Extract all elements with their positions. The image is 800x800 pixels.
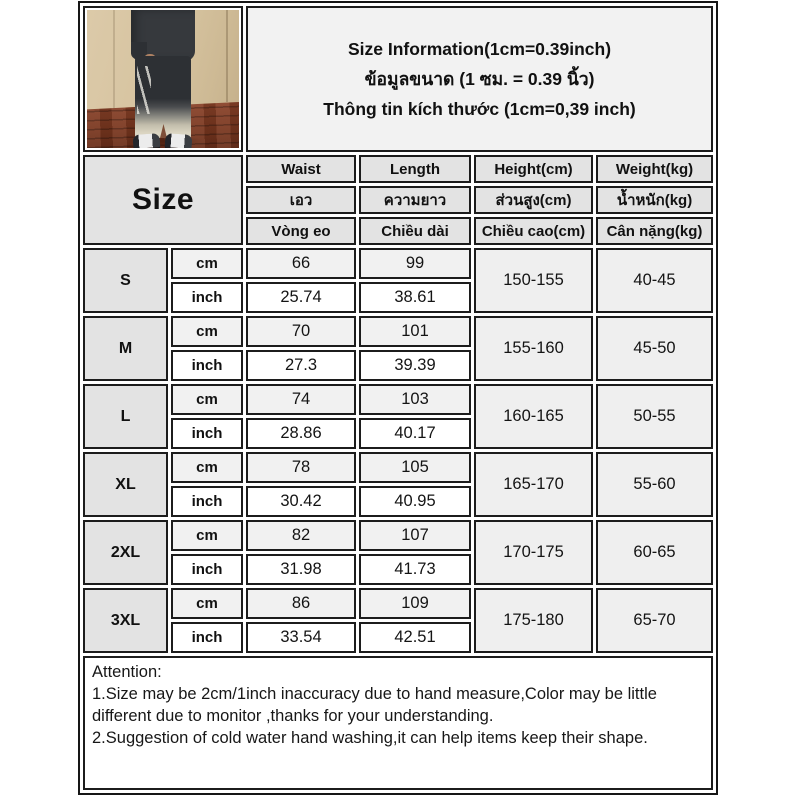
title-line-th: ข้อมูลขนาด (1 ซม. = 0.39 นิ้ว) xyxy=(364,69,595,89)
height-range: 155-160 xyxy=(474,316,593,381)
weight-range: 50-55 xyxy=(596,384,713,449)
header-weight-th: น้ำหนัก(kg) xyxy=(596,186,713,214)
height-range: 175-180 xyxy=(474,588,593,653)
unit-inch: inch xyxy=(171,282,243,313)
header-waist-en: Waist xyxy=(246,155,356,183)
attention-line1: 1.Size may be 2cm/1inch inaccuracy due to hand measure,Color may be little different due to monitor ,thanks for your understanding. xyxy=(92,685,657,725)
size-table xyxy=(78,1,718,795)
title-cell xyxy=(246,6,713,152)
size-corner-label: Size xyxy=(83,155,243,245)
waist-cm-value: 66 xyxy=(246,248,356,279)
unit-cm: cm xyxy=(171,384,243,415)
length-cm-value: 101 xyxy=(359,316,471,347)
product-photo-cell xyxy=(83,6,243,152)
unit-cm: cm xyxy=(171,316,243,347)
right-sneaker xyxy=(164,133,192,148)
header-length-vi: Chiều dài xyxy=(359,217,471,245)
header-waist-th: เอว xyxy=(246,186,356,214)
height-range: 165-170 xyxy=(474,452,593,517)
waist-cm-value: 74 xyxy=(246,384,356,415)
header-weight-vi: Cân nặng(kg) xyxy=(596,217,713,245)
pants-bleach-streaks xyxy=(137,66,151,114)
unit-inch: inch xyxy=(171,554,243,585)
length-cm-value: 109 xyxy=(359,588,471,619)
waist-cm-value: 78 xyxy=(246,452,356,483)
unit-cm: cm xyxy=(171,520,243,551)
attention-heading: Attention: xyxy=(92,663,162,681)
size-label-3xl: 3XL xyxy=(83,588,168,653)
length-inch-value: 40.95 xyxy=(359,486,471,517)
waist-cm-value: 86 xyxy=(246,588,356,619)
length-cm-value: 99 xyxy=(359,248,471,279)
size-label-2xl: 2XL xyxy=(83,520,168,585)
title-line-vi: Thông tin kích thước (1cm=0,39 inch) xyxy=(323,99,636,119)
weight-range: 55-60 xyxy=(596,452,713,517)
header-weight-en: Weight(kg) xyxy=(596,155,713,183)
header-waist-vi: Vòng eo xyxy=(246,217,356,245)
waist-inch-value: 30.42 xyxy=(246,486,356,517)
unit-inch: inch xyxy=(171,350,243,381)
waist-inch-value: 31.98 xyxy=(246,554,356,585)
length-cm-value: 107 xyxy=(359,520,471,551)
size-label-xl: XL xyxy=(83,452,168,517)
waist-inch-value: 27.3 xyxy=(246,350,356,381)
wall-corner-line xyxy=(226,10,228,102)
height-range: 160-165 xyxy=(474,384,593,449)
length-inch-value: 39.39 xyxy=(359,350,471,381)
attention-note xyxy=(83,656,713,790)
unit-cm: cm xyxy=(171,452,243,483)
size-label-m: M xyxy=(83,316,168,381)
weight-range: 45-50 xyxy=(596,316,713,381)
waist-cm-value: 70 xyxy=(246,316,356,347)
header-height-th: ส่วนสูง(cm) xyxy=(474,186,593,214)
header-length-en: Length xyxy=(359,155,471,183)
title-line-en: Size Information(1cm=0.39inch) xyxy=(347,39,612,59)
left-sneaker xyxy=(132,133,160,148)
length-inch-value: 42.51 xyxy=(359,622,471,653)
unit-inch: inch xyxy=(171,622,243,653)
attention-line2: 2.Suggestion of cold water hand washing,it can help items keep their shape. xyxy=(92,729,648,747)
size-label-s: S xyxy=(83,248,168,313)
waist-cm-value: 82 xyxy=(246,520,356,551)
header-length-th: ความยาว xyxy=(359,186,471,214)
wall-seam-line xyxy=(113,10,115,110)
length-cm-value: 105 xyxy=(359,452,471,483)
weight-range: 40-45 xyxy=(596,248,713,313)
weight-range: 60-65 xyxy=(596,520,713,585)
weight-range: 65-70 xyxy=(596,588,713,653)
unit-inch: inch xyxy=(171,486,243,517)
unit-inch: inch xyxy=(171,418,243,449)
length-inch-value: 40.17 xyxy=(359,418,471,449)
height-range: 170-175 xyxy=(474,520,593,585)
length-inch-value: 38.61 xyxy=(359,282,471,313)
product-photo xyxy=(87,10,239,148)
unit-cm: cm xyxy=(171,248,243,279)
waist-inch-value: 33.54 xyxy=(246,622,356,653)
header-height-en: Height(cm) xyxy=(474,155,593,183)
height-range: 150-155 xyxy=(474,248,593,313)
size-label-l: L xyxy=(83,384,168,449)
waist-inch-value: 28.86 xyxy=(246,418,356,449)
length-cm-value: 103 xyxy=(359,384,471,415)
header-height-vi: Chiều cao(cm) xyxy=(474,217,593,245)
waist-inch-value: 25.74 xyxy=(246,282,356,313)
length-inch-value: 41.73 xyxy=(359,554,471,585)
unit-cm: cm xyxy=(171,588,243,619)
